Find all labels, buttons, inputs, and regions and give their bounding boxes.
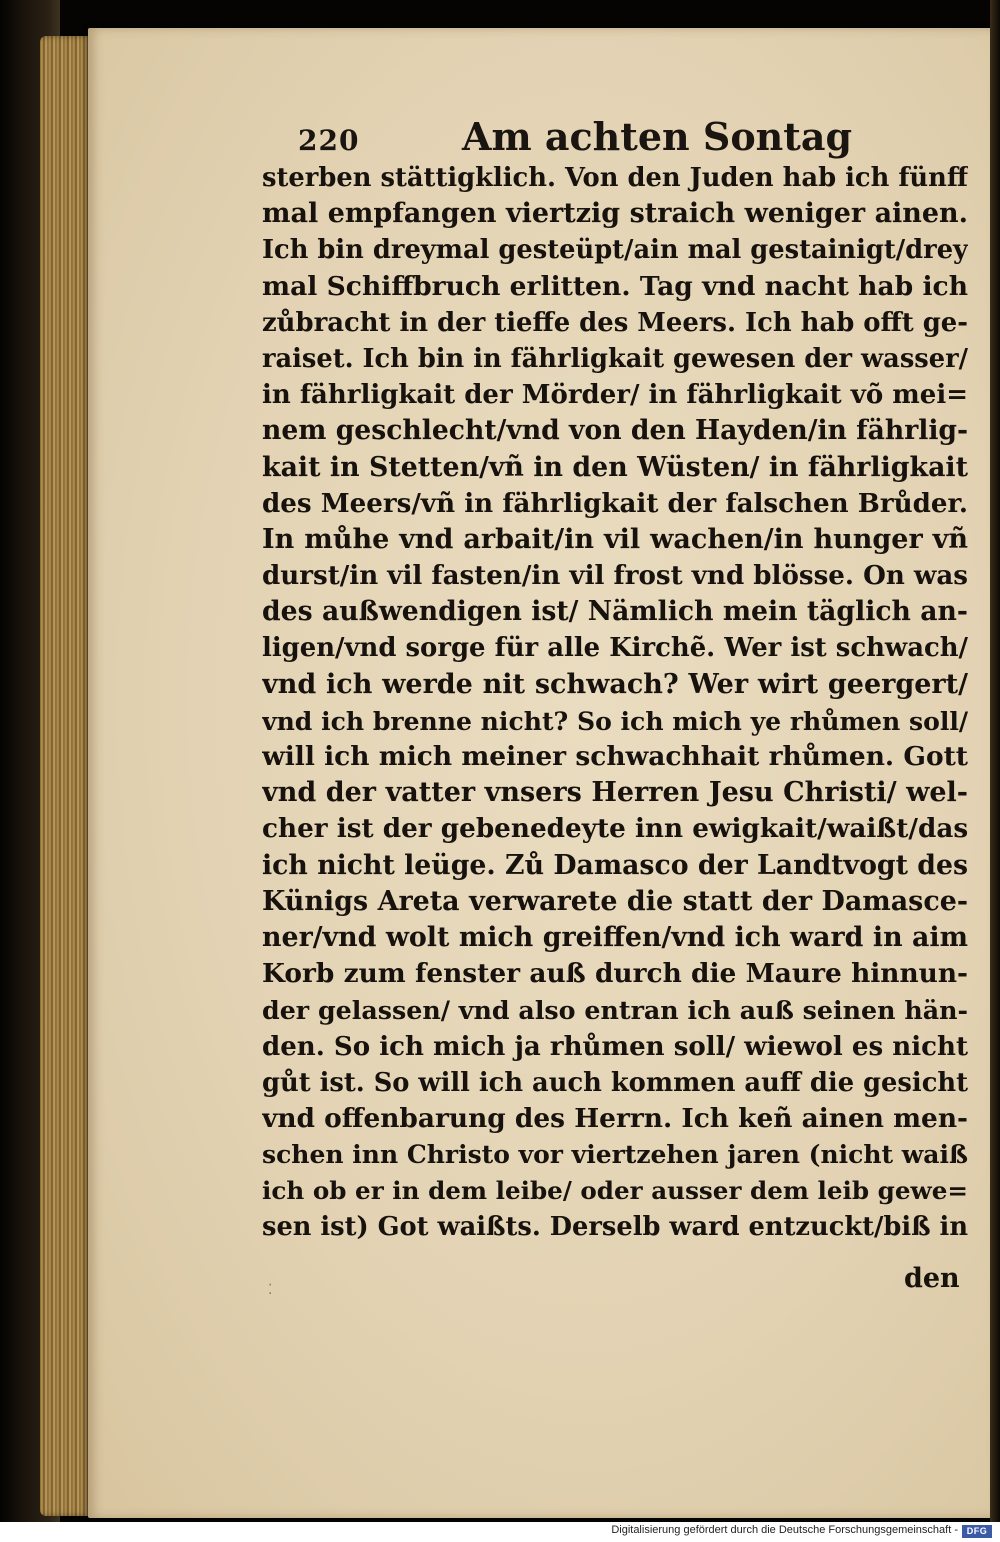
text-line: den. So ich mich ja rhůmen soll/ wiewol es nicht: [262, 1031, 968, 1062]
text-line: Ich bin dreymal gesteüpt/ain mal gestainigt/drey: [262, 235, 968, 266]
text-line: der gelassen/ vnd also entran ich auß seinen hän-: [262, 995, 968, 1026]
text-line: nem geschlecht/vnd von den Hayden/in fährlig-: [262, 415, 968, 447]
text-line: vnd der vatter vnsers Herren Jesu Christi/ wel-: [262, 777, 968, 809]
dfg-logo: DFG: [962, 1525, 992, 1538]
text-line: will ich mich meiner schwachhait rhůmen. Gott: [262, 741, 968, 772]
text-line: sterben stättigklich. Von den Juden hab ich fünff: [262, 163, 968, 193]
text-line: des Meers/vñ in fährligkait der falschen Brůder.: [262, 487, 968, 519]
text-line: cher ist der gebenedeyte inn ewigkait/waißt/das: [262, 813, 968, 845]
text-line: Künigs Areta verwarete die statt der Damasce-: [262, 885, 968, 917]
ink-spot: ⁚: [268, 1282, 273, 1298]
text-line: schen inn Christo vor viertzehen jaren (nicht waiß: [262, 1140, 968, 1170]
page-number: 220: [298, 124, 360, 157]
running-title: Am achten Sontag: [462, 114, 853, 159]
text-line: in fährligkait der Mörder/ in fährligkait võ mei=: [262, 380, 968, 411]
text-line: kait in Stetten/vñ in den Wüsten/ in fährligkait: [262, 451, 968, 483]
text-line: vnd ich brenne nicht? So ich mich ye rhůmen soll/: [262, 705, 968, 736]
text-line: ich ob er in dem leibe/ oder ausser dem leib gewe=: [262, 1176, 968, 1206]
text-line: ner/vnd wolt mich greiffen/vnd ich ward in aim: [262, 921, 968, 953]
text-line: ligen/vnd sorge für alle Kirchẽ. Wer ist schwach/: [262, 633, 968, 664]
funding-credit: Digitalisierung gefördert durch die Deutsche Forschungsgemeinschaft -: [611, 1524, 958, 1536]
text-line: Korb zum fenster auß durch die Maure hinnun-: [262, 958, 968, 990]
text-line: mal Schiffbruch erlitten. Tag vnd nacht hab ich: [262, 270, 968, 302]
text-line: vnd offenbarung des Herrn. Ich keñ ainen men-: [262, 1102, 968, 1134]
text-line: ich nicht leüge. Zů Damasco der Landtvogt des: [262, 849, 968, 881]
body-text: [262, 160, 968, 1246]
text-line: vnd ich werde nit schwach? Wer wirt geergert/: [262, 668, 968, 700]
text-line: mal empfangen viertzig straich weniger ainen.: [262, 198, 968, 230]
text-line: durst/in vil fasten/in vil frost vnd blösse. On was: [262, 560, 968, 592]
text-line: raiset. Ich bin in fährligkait gewesen der wasser/: [262, 343, 968, 374]
text-line: des außwendigen ist/ Nämlich mein täglich an-: [262, 596, 968, 628]
text-line: sen ist) Got waißts. Derselb ward entzuckt/biß in: [262, 1212, 968, 1243]
right-edge: [990, 0, 1000, 1542]
catchword: den: [904, 1263, 960, 1294]
text-line: zůbracht in der tieffe des Meers. Ich hab offt ge-: [262, 307, 968, 338]
text-line: In můhe vnd arbait/in vil wachen/in hunger vñ: [262, 523, 968, 555]
footer-bar: [0, 1522, 1000, 1542]
text-line: gůt ist. So will ich auch kommen auff die gesicht: [262, 1067, 968, 1098]
page-edges: [40, 36, 92, 1516]
